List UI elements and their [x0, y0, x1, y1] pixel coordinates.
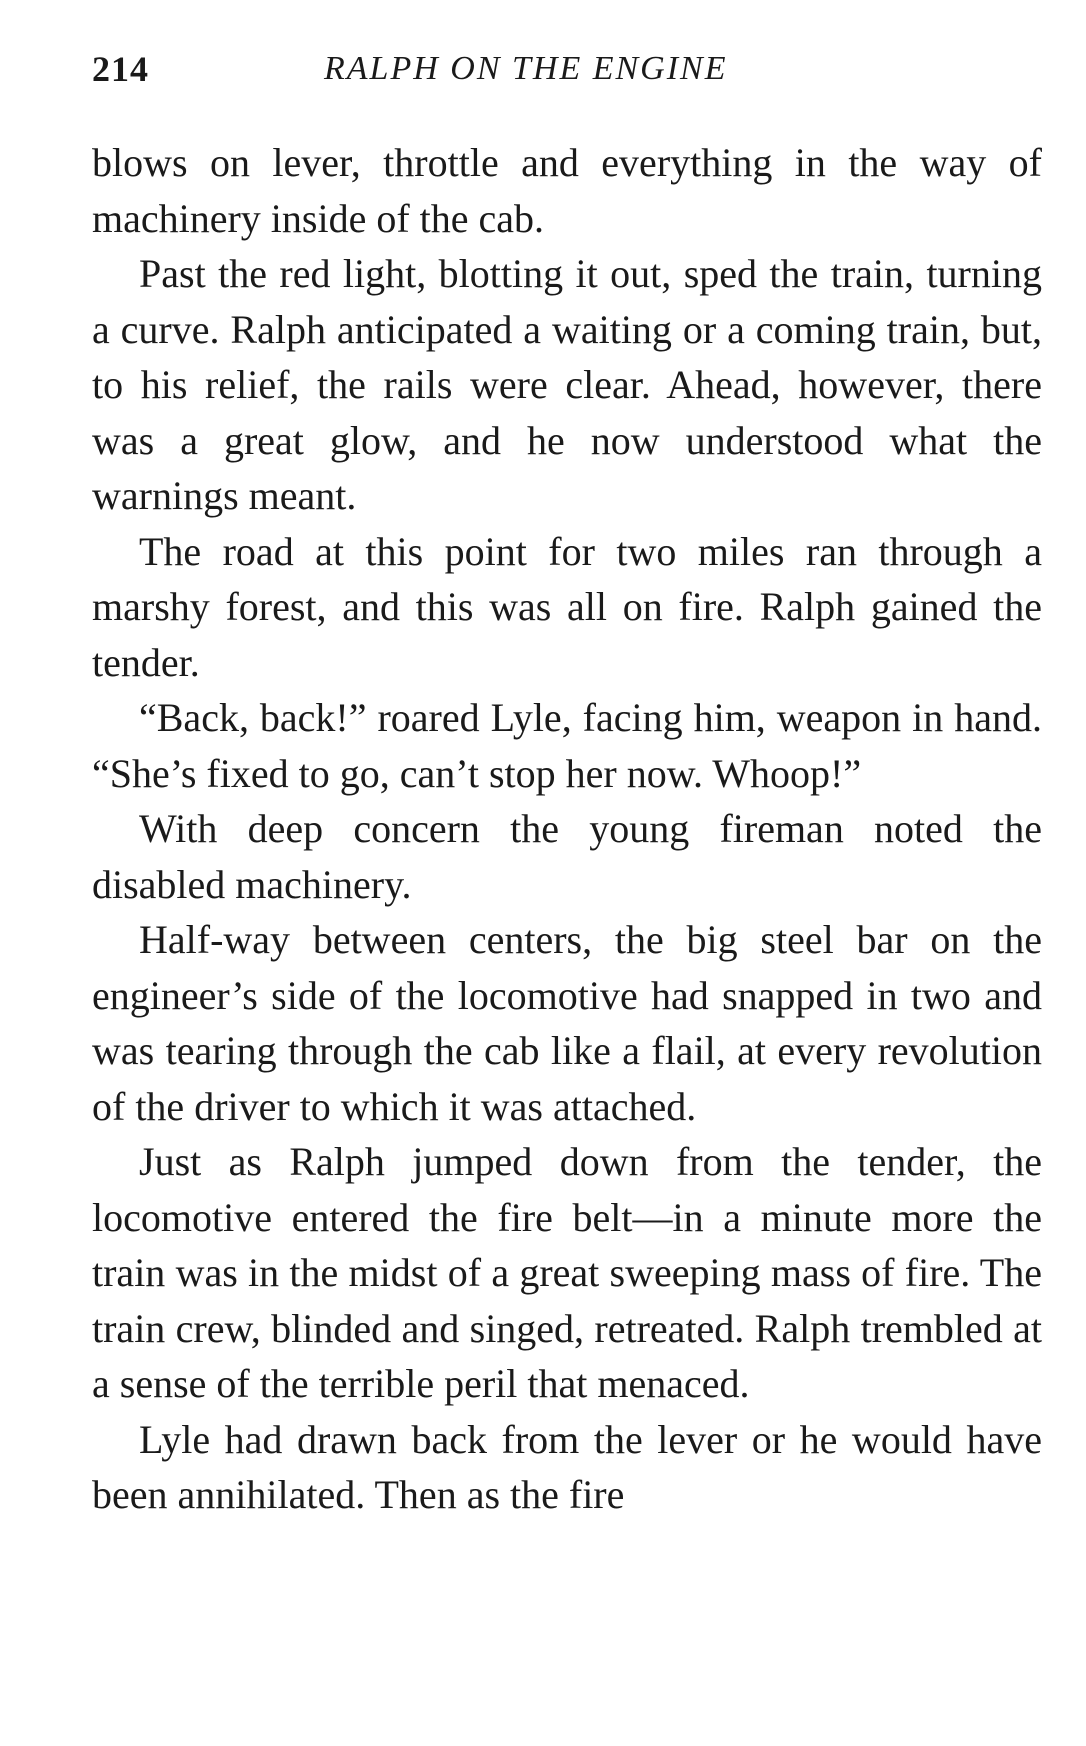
paragraph: Half-way between centers, the big steel bar on the engineer’s side of the locomotive had snapped in two and was tearing through the cab like a flail, at every revolution of the driver to which it was attached. — [92, 917, 1042, 1129]
page-number: 214 — [92, 49, 149, 89]
paragraph-continued: blows on lever, throttle and everything in the way of machinery inside of the cab. — [92, 140, 1042, 241]
paragraph: “Back, back!” roared Lyle, facing him, weapon in hand. “She’s fixed to go, can’t stop her now. Whoop!” — [92, 695, 1042, 796]
paragraph: Just as Ralph jumped down from the tender, the locomotive entered the fire belt—in a minute more the train was in the midst of a great sweeping mass of fire. The train crew, blinded and singed, retreated. Ralph trembled at a sense of the terrible peril that menaced. — [92, 1139, 1042, 1406]
paragraph: The road at this point for two miles ran through a marshy forest, and this was all on fire. Ralph gained the tender. — [92, 528, 1042, 685]
running-head — [92, 44, 1042, 94]
running-title: RALPH ON THE ENGINE — [324, 50, 728, 87]
paragraph: Past the red light, blotting it out, sped the train, turning a curve. Ralph anticipated a waiting or a coming train, but, to his relief, the rails were clear. Ahead, however, there was a great glow, and he now understood what the warnings meant. — [92, 251, 1042, 518]
paragraph: Lyle had drawn back from the lever or he would have been annihilated. Then as the fire — [92, 1416, 1042, 1517]
paragraph: With deep concern the young fireman noted the disabled machinery. — [92, 806, 1042, 907]
body-text — [92, 135, 1042, 1523]
